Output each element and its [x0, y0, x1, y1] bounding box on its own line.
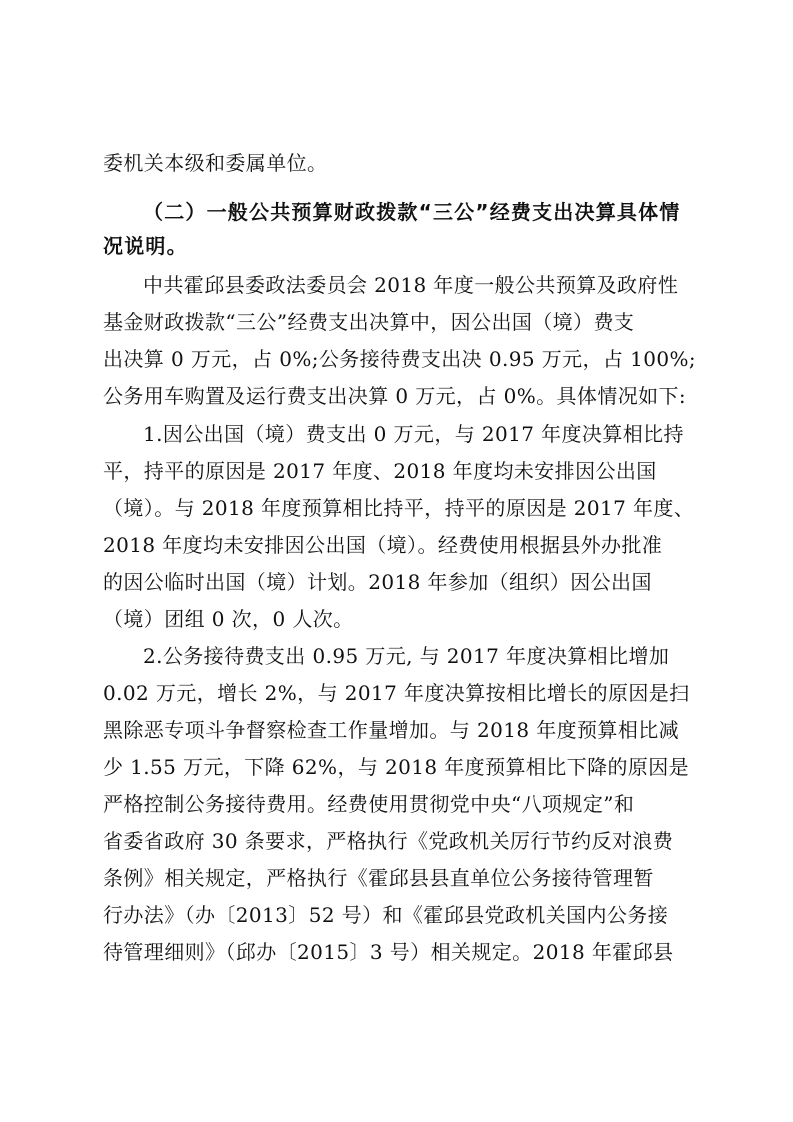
paragraph-line: 出决算 0 万元，占 0%;公务接待费支出决 0.95 万元，占 100%;: [103, 347, 696, 371]
paragraph-line: 基金财政拨款“三公”经费支出决算中，因公出国（境）费支: [103, 310, 635, 334]
section-heading-continued: 况说明。: [103, 234, 188, 258]
paragraph-line: 平，持平的原因是 2017 年度、2018 年度均未安排因公出国: [103, 459, 657, 483]
paragraph-line: 条例》相关规定，严格执行《霍邱县县直单位公务接待管理暂: [103, 866, 654, 890]
paragraph-line: 1.因公出国（境）费支出 0 万元，与 2017 年度决算相比持: [143, 422, 684, 446]
paragraph-line: （境）团组 0 次，0 人次。: [103, 607, 354, 631]
paragraph-line: 的因公临时出国（境）计划。2018 年参加（组织）因公出国: [103, 570, 652, 594]
paragraph-line: 省委省政府 30 条要求，严格执行《党政机关厉行节约反对浪费: [103, 829, 674, 853]
paragraph-line: 严格控制公务接待费用。经费使用贯彻党中央“八项规定”和: [103, 792, 635, 816]
paragraph-line: 待管理细则》（邱办〔2015〕3 号）相关规定。2018 年霍邱县: [103, 940, 674, 964]
paragraph-line: （境）。与 2018 年度预算相比持平，持平的原因是 2017 年度、: [103, 496, 695, 520]
paragraph-line: 黑除恶专项斗争督察检查工作量增加。与 2018 年度预算相比减: [103, 718, 680, 742]
paragraph-line: 行办法》（办〔2013〕52 号）和《霍邱县党政机关国内公务接: [103, 903, 669, 927]
text-line: 委机关本级和委属单位。: [103, 151, 328, 175]
paragraph-line: 2.公务接待费支出 0.95 万元, 与 2017 年度决算相比增加: [143, 644, 670, 668]
paragraph-line: 少 1.55 万元，下降 62%，与 2018 年度预算相比下降的原因是: [103, 755, 690, 779]
paragraph-line: 2018 年度均未安排因公出国（境）。经费使用根据县外办批准: [103, 533, 663, 557]
paragraph-line: 0.02 万元，增长 2%，与 2017 年度决算按相比增长的原因是扫: [103, 681, 690, 705]
paragraph-line: 中共霍邱县委政法委员会 2018 年度一般公共预算及政府性: [143, 273, 679, 297]
section-heading: （二）一般公共预算财政拨款“三公”经费支出决算具体情: [143, 200, 681, 224]
paragraph-line: 公务用车购置及运行费支出决算 0 万元，占 0%。具体情况如下:: [103, 384, 687, 408]
